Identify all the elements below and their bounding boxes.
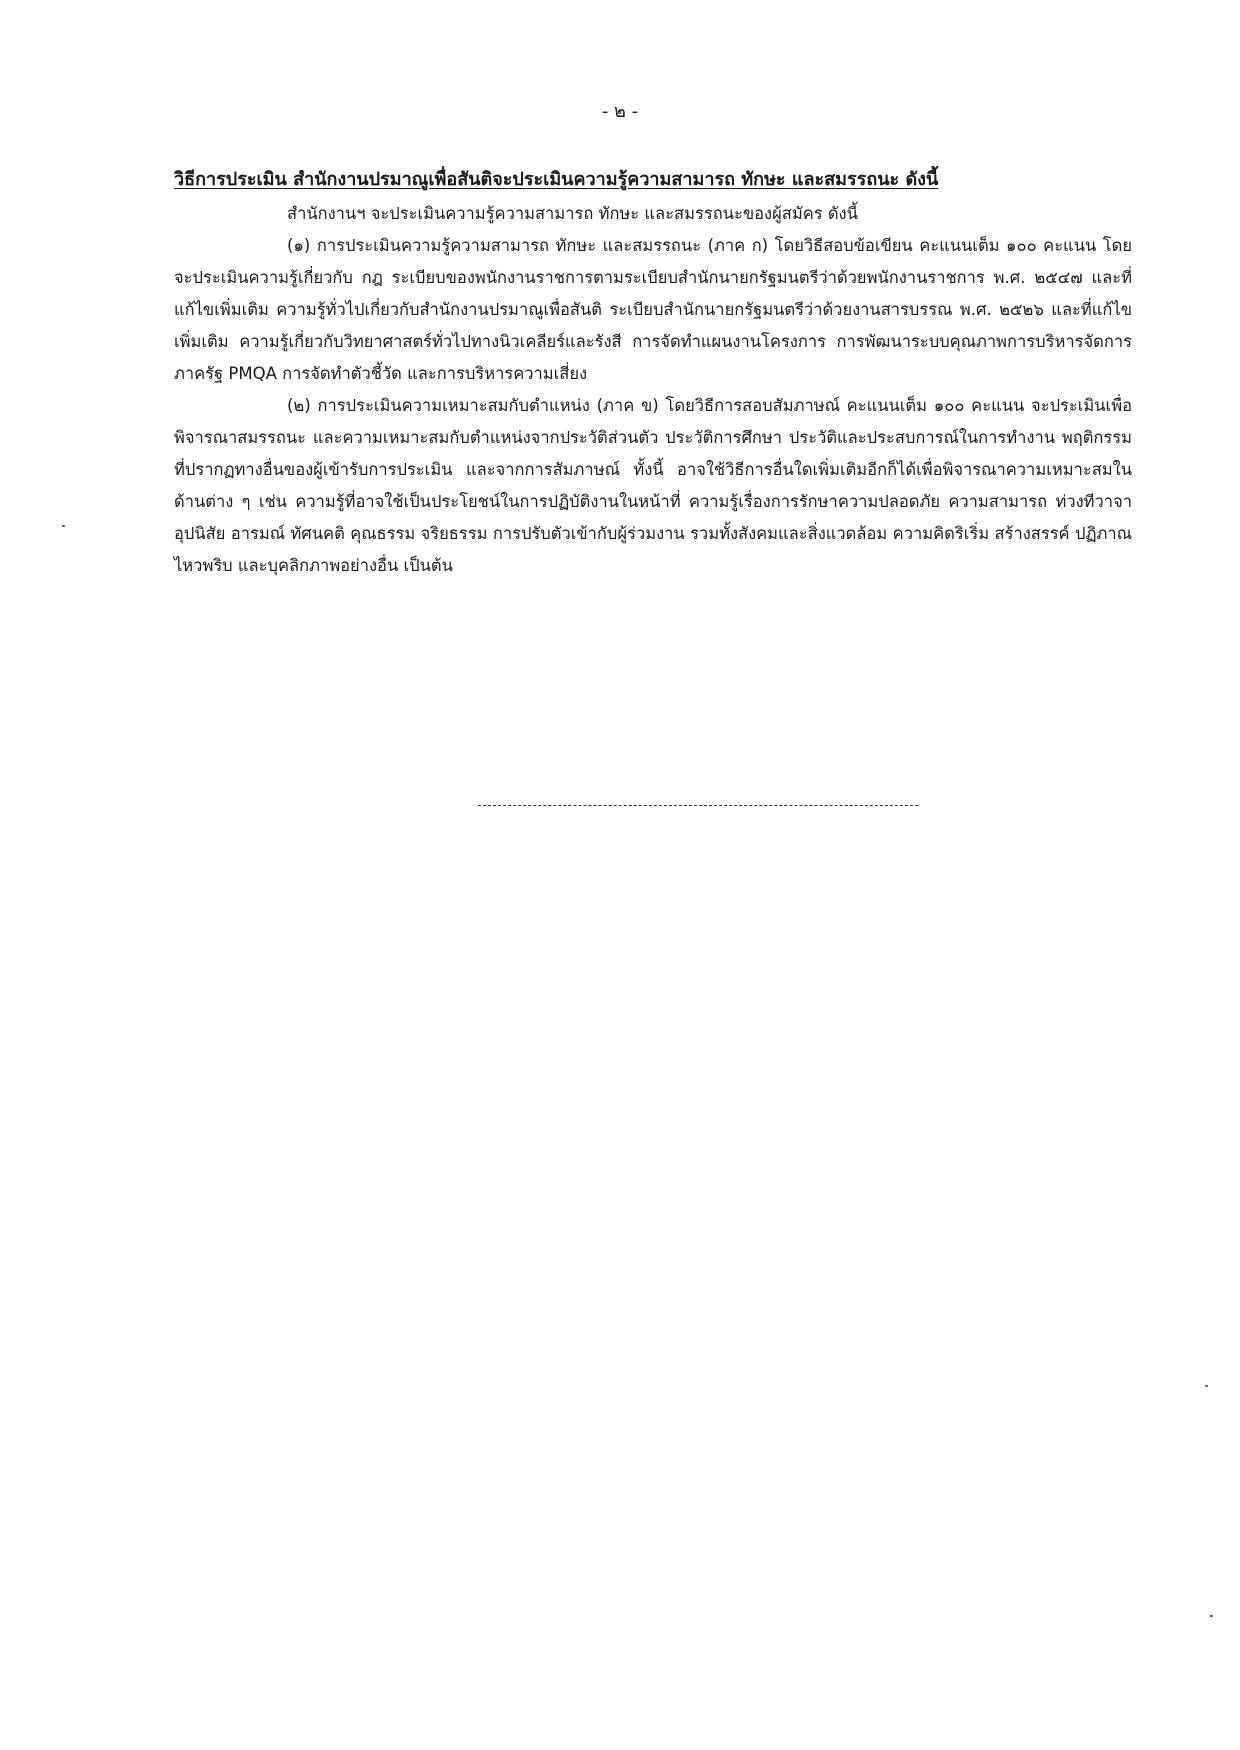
- scan-speck: [1210, 1615, 1213, 1617]
- paragraph-interview: (๒) การประเมินความเหมาะสมกับตำแหน่ง (ภาค ข) โดยวิธีการสอบสัมภาษณ์ คะแนนเต็ม ๑๐๐ คะแนน จะประเมินเพื่อพิจารณาสมรรถนะ และความเหมาะสมกับตำแหน่งจากประวัติส่วนตัว ประวัติการศึกษา ประวัติและประสบการณ์ในการทำงาน พฤติกรรมที่ปรากฏทางอื่นของผู้เข้ารับการประเมิน และจากการสัมภาษณ์ ทั้งนี้ อาจใช้วิธีการอื่นใดเพิ่มเติมอีกก็ได้เพื่อพิจารณาความเหมาะสมในด้านต่าง ๆ เช่น ความรู้ที่อาจใช้เป็นประโยชน์ในการปฏิบัติงานในหน้าที่ ความรู้เรื่องการรักษาความปลอดภัย ความสามารถ ท่วงทีวาจา อุปนิสัย อารมณ์ ทัศนคติ คุณธรรม จริยธรรม การปรับตัวเข้ากับผู้ร่วมงาน รวมทั้งสังคมและสิ่งแวดล้อม ความคิดริเริ่ม สร้างสรรค์ ปฏิภาณไหวพริบ และบุคลิกภาพอย่างอื่น เป็นต้น: [174, 396, 1132, 575]
- end-divider: [478, 805, 918, 806]
- scan-speck: [1205, 1385, 1208, 1387]
- page-number: - ๒ -: [601, 101, 639, 122]
- document-body: [174, 198, 1132, 582]
- section-heading: วิธีการประเมิน สำนักงานปรมาณูเพื่อสันติจะประเมินความรู้ความสามารถ ทักษะ และสมรรถนะ ดังนี้: [174, 169, 939, 190]
- scan-speck: [62, 525, 65, 527]
- intro-paragraph: สำนักงานฯ จะประเมินความรู้ความสามารถ ทักษะ และสมรรถนะของผู้สมัคร ดังนี้: [287, 204, 858, 223]
- paragraph-written-exam: (๑) การประเมินความรู้ความสามารถ ทักษะ และสมรรถนะ (ภาค ก) โดยวิธีสอบข้อเขียน คะแนนเต็ม ๑๐๐ คะแนน โดยจะประเมินความรู้เกี่ยวกับ กฎ ระเบียบของพนักงานราชการตามระเบียบสำนักนายกรัฐมนตรีว่าด้วยพนักงานราชการ พ.ศ. ๒๕๔๗ และที่แก้ไขเพิ่มเติม ความรู้ทั่วไปเกี่ยวกับสำนักงานปรมาณูเพื่อสันติ ระเบียบสำนักนายกรัฐมนตรีว่าด้วยงานสารบรรณ พ.ศ. ๒๕๒๖ และที่แก้ไขเพิ่มเติม ความรู้เกี่ยวกับวิทยาศาสตร์ทั่วไปทางนิวเคลียร์และรังสี การจัดทำแผนงานโครงการ การพัฒนาระบบคุณภาพการบริหารจัดการภาครัฐ PMQA การจัดทำตัวชี้วัด และการบริหารความเสี่ยง: [174, 236, 1132, 383]
